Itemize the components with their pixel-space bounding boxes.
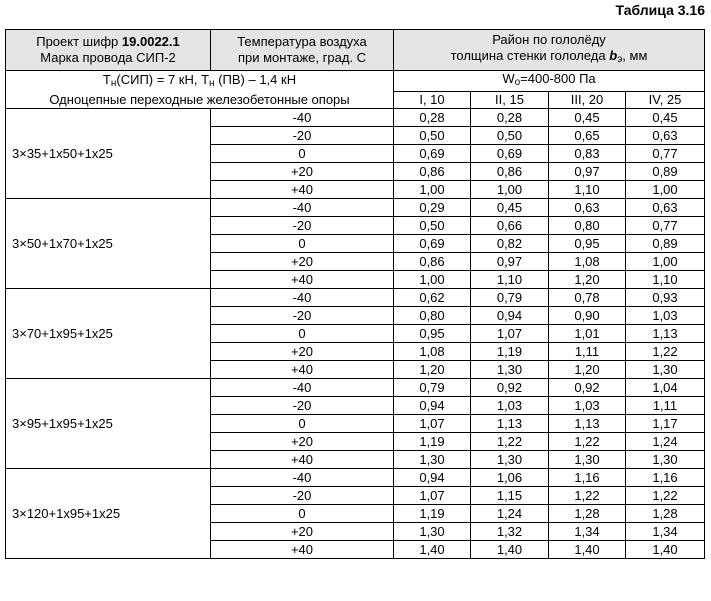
value-cell: 1,03 — [626, 307, 705, 325]
temperature-cell: -20 — [211, 217, 394, 235]
conditions-cell — [6, 71, 394, 109]
value-cell: 0,63 — [549, 199, 626, 217]
value-cell: 0,66 — [471, 217, 549, 235]
wire-brand: Марка провода СИП-2 — [40, 50, 176, 65]
tension-sub2: н — [209, 77, 215, 89]
temperature-cell: -40 — [211, 379, 394, 397]
value-cell: 0,45 — [626, 109, 705, 127]
value-cell: 1,30 — [549, 451, 626, 469]
value-cell: 1,19 — [394, 505, 471, 523]
value-cell: 0,97 — [471, 253, 549, 271]
value-cell: 0,77 — [626, 145, 705, 163]
wind-rest: =400-800 Па — [520, 71, 596, 86]
temperature-cell: 0 — [211, 325, 394, 343]
value-cell: 1,03 — [471, 397, 549, 415]
value-cell: 1,30 — [471, 451, 549, 469]
value-cell: 1,00 — [471, 181, 549, 199]
value-cell: 1,00 — [394, 181, 471, 199]
temperature-cell: +20 — [211, 523, 394, 541]
thickness-symbol: b — [609, 48, 618, 63]
value-cell: 1,28 — [549, 505, 626, 523]
value-cell: 0,94 — [394, 469, 471, 487]
thickness-symbol-sub: э — [617, 54, 623, 65]
temperature-header-line2: при монтаже, град. С — [237, 50, 367, 65]
region-header-line1: Район по гололёду — [492, 32, 606, 47]
temperature-cell: 0 — [211, 145, 394, 163]
project-code: 19.0022.1 — [121, 34, 180, 49]
region-header-line2: толщина стенки гололеда — [450, 48, 610, 63]
value-cell: 0,80 — [394, 307, 471, 325]
table-row — [6, 469, 705, 487]
value-cell: 1,22 — [549, 433, 626, 451]
wind-pressure-cell — [394, 71, 705, 92]
value-cell: 0,62 — [394, 289, 471, 307]
region-header-cell — [394, 30, 705, 71]
value-cell: 0,80 — [549, 217, 626, 235]
value-cell: 1,03 — [549, 397, 626, 415]
temperature-cell: +40 — [211, 181, 394, 199]
value-cell: 0,77 — [626, 217, 705, 235]
data-table — [5, 29, 705, 559]
value-cell: 0,95 — [394, 325, 471, 343]
value-cell: 1,17 — [626, 415, 705, 433]
temperature-cell: +40 — [211, 451, 394, 469]
temperature-cell: 0 — [211, 235, 394, 253]
tension-sub1: н — [110, 77, 117, 89]
temperature-header-cell — [211, 30, 394, 71]
value-cell: 1,08 — [549, 253, 626, 271]
value-cell: 1,32 — [471, 523, 549, 541]
value-cell: 1,10 — [549, 181, 626, 199]
value-cell: 1,00 — [626, 253, 705, 271]
temperature-cell: -40 — [211, 109, 394, 127]
table-row — [6, 109, 705, 127]
value-cell: 0,82 — [471, 235, 549, 253]
value-cell: 1,40 — [549, 541, 626, 559]
wire-cross-section-cell: 3×95+1х95+1х25 — [6, 379, 211, 469]
value-cell: 1,04 — [626, 379, 705, 397]
temperature-cell: +20 — [211, 163, 394, 181]
value-cell: 0,45 — [471, 199, 549, 217]
table-title: Таблица 3.16 — [615, 2, 705, 18]
subheader-row-1 — [6, 71, 705, 92]
thickness-unit: , мм — [622, 48, 648, 63]
temperature-cell: -20 — [211, 397, 394, 415]
value-cell: 1,19 — [394, 433, 471, 451]
value-cell: 1,20 — [394, 361, 471, 379]
value-cell: 1,22 — [626, 343, 705, 361]
value-cell: 0,78 — [549, 289, 626, 307]
value-cell: 1,06 — [471, 469, 549, 487]
value-cell: 0,63 — [626, 199, 705, 217]
wire-cross-section-cell: 3×50+1х70+1х25 — [6, 199, 211, 289]
value-cell: 1,01 — [549, 325, 626, 343]
temperature-header-line1: Температура воздуха — [237, 34, 367, 49]
region-col-1: I, 10 — [394, 92, 471, 109]
table-row — [6, 379, 705, 397]
temperature-cell: +40 — [211, 361, 394, 379]
value-cell: 1,20 — [549, 271, 626, 289]
value-cell: 1,22 — [626, 487, 705, 505]
wire-cross-section-cell: 3×120+1х95+1х25 — [6, 469, 211, 559]
value-cell: 1,13 — [549, 415, 626, 433]
value-cell: 1,15 — [471, 487, 549, 505]
value-cell: 1,10 — [471, 271, 549, 289]
project-prefix: Проект шифр — [36, 34, 122, 49]
value-cell: 0,97 — [549, 163, 626, 181]
wire-cross-section-cell: 3×35+1х50+1х25 — [6, 109, 211, 199]
temperature-cell: 0 — [211, 415, 394, 433]
supports-label: Одноцепные переходные железобетонные опоры — [49, 91, 350, 107]
value-cell: 0,83 — [549, 145, 626, 163]
tension-part1: (СИП) = 7 кН, Т — [116, 71, 210, 87]
value-cell: 0,94 — [471, 307, 549, 325]
value-cell: 1,11 — [549, 343, 626, 361]
value-cell: 1,30 — [626, 451, 705, 469]
value-cell: 0,50 — [394, 127, 471, 145]
temperature-cell: +20 — [211, 433, 394, 451]
temperature-cell: -40 — [211, 289, 394, 307]
temperature-cell: -20 — [211, 307, 394, 325]
table-row — [6, 289, 705, 307]
value-cell: 1,11 — [626, 397, 705, 415]
temperature-cell: -40 — [211, 199, 394, 217]
value-cell: 1,30 — [471, 361, 549, 379]
value-cell: 1,13 — [471, 415, 549, 433]
value-cell: 0,79 — [394, 379, 471, 397]
value-cell: 0,92 — [549, 379, 626, 397]
value-cell: 1,19 — [471, 343, 549, 361]
value-cell: 1,40 — [626, 541, 705, 559]
value-cell: 0,89 — [626, 163, 705, 181]
value-cell: 0,63 — [626, 127, 705, 145]
value-cell: 1,13 — [626, 325, 705, 343]
value-cell: 1,30 — [394, 451, 471, 469]
value-cell: 1,16 — [549, 469, 626, 487]
value-cell: 1,00 — [626, 181, 705, 199]
value-cell: 1,00 — [394, 271, 471, 289]
value-cell: 1,08 — [394, 343, 471, 361]
value-cell: 0,89 — [626, 235, 705, 253]
value-cell: 1,40 — [394, 541, 471, 559]
value-cell: 0,86 — [471, 163, 549, 181]
value-cell: 0,69 — [471, 145, 549, 163]
value-cell: 1,30 — [394, 523, 471, 541]
tension-t1: Т — [102, 71, 111, 87]
value-cell: 1,16 — [626, 469, 705, 487]
temperature-cell: -20 — [211, 487, 394, 505]
value-cell: 1,07 — [394, 415, 471, 433]
value-cell: 1,40 — [471, 541, 549, 559]
value-cell: 0,45 — [549, 109, 626, 127]
temperature-cell: +20 — [211, 253, 394, 271]
value-cell: 1,34 — [626, 523, 705, 541]
wire-cross-section-cell: 3×70+1х95+1х25 — [6, 289, 211, 379]
value-cell: 1,28 — [626, 505, 705, 523]
value-cell: 0,86 — [394, 253, 471, 271]
temperature-cell: -40 — [211, 469, 394, 487]
value-cell: 0,92 — [471, 379, 549, 397]
tension-part2: (ПВ) – 1,4 кН — [214, 71, 297, 87]
value-cell: 0,69 — [394, 235, 471, 253]
value-cell: 1,24 — [626, 433, 705, 451]
value-cell: 0,95 — [549, 235, 626, 253]
header-row — [6, 30, 705, 71]
wind-w: W — [502, 71, 515, 86]
value-cell: 1,22 — [471, 433, 549, 451]
value-cell: 1,10 — [626, 271, 705, 289]
value-cell: 1,22 — [549, 487, 626, 505]
region-col-2: II, 15 — [471, 92, 549, 109]
temperature-cell: +40 — [211, 271, 394, 289]
region-col-4: IV, 25 — [626, 92, 705, 109]
value-cell: 0,28 — [471, 109, 549, 127]
value-cell: 0,28 — [394, 109, 471, 127]
value-cell: 1,30 — [626, 361, 705, 379]
temperature-cell: -20 — [211, 127, 394, 145]
value-cell: 0,69 — [394, 145, 471, 163]
value-cell: 0,90 — [549, 307, 626, 325]
region-col-3: III, 20 — [549, 92, 626, 109]
value-cell: 0,86 — [394, 163, 471, 181]
value-cell: 1,07 — [471, 325, 549, 343]
value-cell: 0,65 — [549, 127, 626, 145]
value-cell: 0,94 — [394, 397, 471, 415]
temperature-cell: +40 — [211, 541, 394, 559]
value-cell: 1,20 — [549, 361, 626, 379]
value-cell: 0,29 — [394, 199, 471, 217]
temperature-cell: +20 — [211, 343, 394, 361]
project-header-cell — [6, 30, 211, 71]
value-cell: 0,79 — [471, 289, 549, 307]
table-row — [6, 199, 705, 217]
value-cell: 0,50 — [471, 127, 549, 145]
wind-sub: o — [514, 77, 521, 88]
value-cell: 1,07 — [394, 487, 471, 505]
value-cell: 0,50 — [394, 217, 471, 235]
value-cell: 1,24 — [471, 505, 549, 523]
value-cell: 0,93 — [626, 289, 705, 307]
temperature-cell: 0 — [211, 505, 394, 523]
value-cell: 1,34 — [549, 523, 626, 541]
